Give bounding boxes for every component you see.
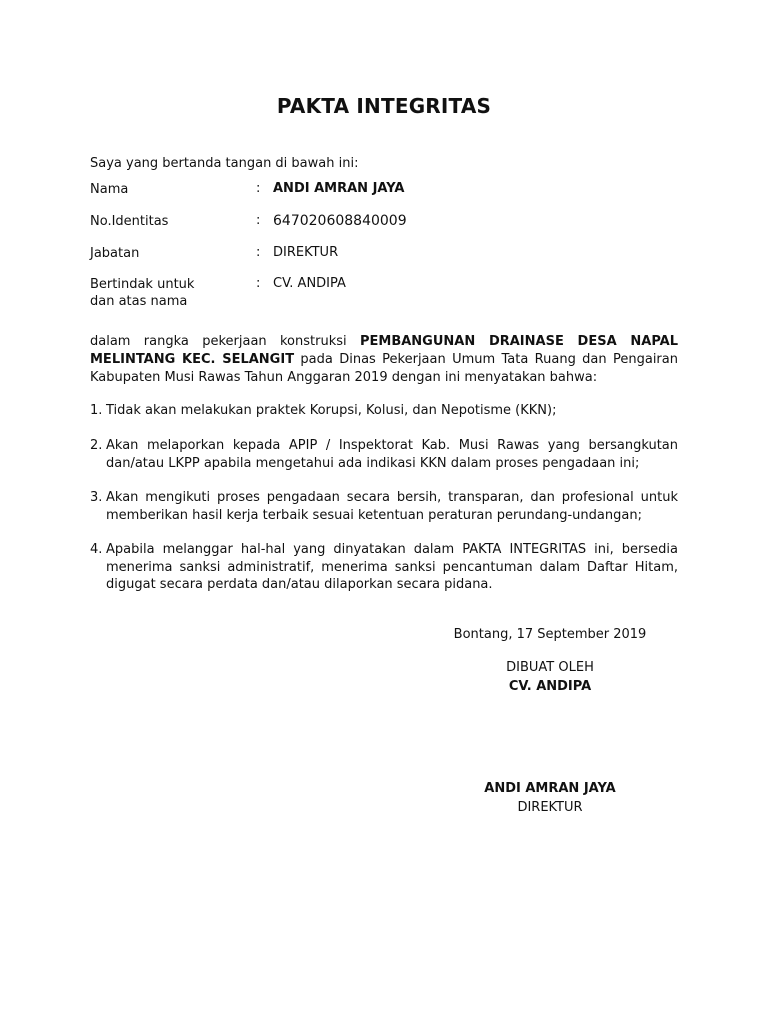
list-number: 3. [90, 490, 103, 505]
list-item [90, 437, 678, 472]
list-text: Apabila melanggar hal-hal yang dinyatakan dalam PAKTA INTEGRITAS ini, bersedia menerima sanksi administratif, menerima sanksi pencantuman dalam Daftar Hitam, digugat secara perdata dan/atau dilaporkan secara pidana. [106, 542, 678, 592]
project-name: PEMBANGUNAN DRAINASE DESA NAPAL MELINTANG KEC. SELANGIT [90, 334, 679, 367]
field-label-bertindak-line1: Bertindak untuk [90, 277, 195, 292]
list-text: Akan melaporkan kepada APIP / Inspektorat Kab. Musi Rawas yang bersangkutan dan/atau LKPP apabila mengetahui ada indikasi KKN dalam proses pengadaan ini; [106, 438, 678, 471]
made-by-label: DIBUAT OLEH [506, 660, 594, 675]
field-label-identitas: No.Identitas [90, 214, 169, 229]
field-label-nama: Nama [90, 182, 129, 197]
statement-paragraph [90, 333, 678, 387]
list-number: 1. [90, 403, 103, 418]
field-value-jabatan: DIREKTUR [273, 245, 339, 260]
signer-name: ANDI AMRAN JAYA [484, 781, 616, 796]
field-label-bertindak [90, 276, 250, 310]
list-text: Tidak akan melakukan praktek Korupsi, Kolusi, dan Nepotisme (KKN); [106, 403, 557, 418]
field-label-bertindak-line2: dan atas nama [90, 294, 188, 309]
field-label-jabatan: Jabatan [90, 246, 140, 261]
field-value-identitas: 647020608840009 [273, 213, 407, 229]
document-title: PAKTA INTEGRITAS [276, 94, 492, 118]
paragraph-intro: dalam rangka pekerjaan konstruksi [90, 334, 360, 349]
list-number: 2. [90, 438, 103, 453]
list-item [90, 541, 678, 594]
signer-title: DIREKTUR [517, 800, 583, 815]
field-colon: : [256, 213, 261, 228]
list-item [90, 489, 678, 524]
field-value-bertindak: CV. ANDIPA [273, 276, 346, 291]
list-item [90, 402, 678, 420]
paragraph-rest: pada Dinas Pekerjaan Umum Tata Ruang dan Pengairan Kabupaten Musi Rawas Tahun Anggaran 2019 dengan ini menyatakan bahwa: [90, 352, 678, 385]
company-name: CV. ANDIPA [508, 679, 592, 694]
intro-text: Saya yang bertanda tangan di bawah ini: [90, 156, 359, 171]
field-colon: : [256, 181, 261, 196]
list-text: Akan mengikuti proses pengadaan secara bersih, transparan, dan profesional untuk memberikan hasil kerja terbaik sesuai ketentuan peraturan perundang-undangan; [106, 490, 678, 523]
field-value-nama: ANDI AMRAN JAYA [273, 181, 405, 196]
list-number: 4. [90, 542, 103, 557]
field-colon: : [256, 245, 261, 260]
place-date: Bontang, 17 September 2019 [453, 627, 647, 642]
field-colon: : [256, 276, 261, 291]
